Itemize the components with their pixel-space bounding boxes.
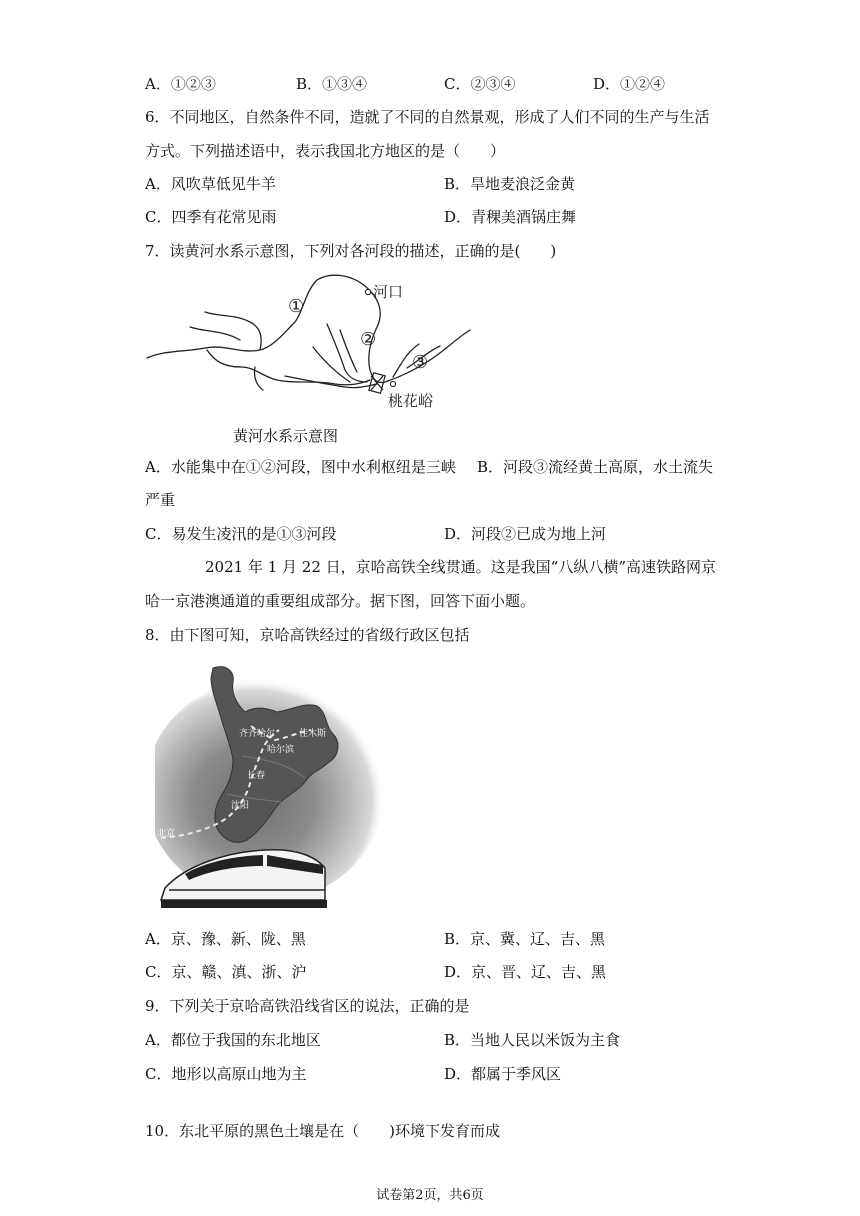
passage-line2: 哈一京港澳通道的重要组成部分。据下图，回答下面小题。 — [145, 592, 536, 610]
passage-line1: 2021 年 1 月 22 日，京哈高铁全线贯通。这是我国“八纵八横”高速铁路网京 — [205, 558, 716, 576]
q8-option-c: C．京、赣、滇、浙、沪 — [145, 963, 307, 981]
yellow-river-map — [145, 272, 485, 422]
q6-stem-line1: 6．不同地区，自然条件不同，造就了不同的自然景观，形成了人们不同的生产与生活 — [145, 108, 710, 126]
taohuayu-dot — [390, 381, 395, 386]
q9-option-d: D．都属于季风区 — [444, 1065, 562, 1083]
q6-option-b: B．旱地麦浪泛金黄 — [444, 175, 576, 193]
label-section-2: ② — [360, 329, 377, 350]
q8-option-b: B．京、冀、辽、吉、黑 — [444, 930, 606, 948]
dam-symbol — [369, 373, 385, 393]
q10-stem: 10．东北平原的黑色土壤是在（ )环境下发育而成 — [145, 1122, 500, 1140]
q9-option-a: A．都位于我国的东北地区 — [145, 1031, 321, 1049]
page-footer: 试卷第2页，共6页 — [376, 1188, 484, 1203]
q8-option-d: D．京、晋、辽、吉、黑 — [444, 963, 607, 981]
q7-option-d: D．河段②已成为地上河 — [444, 525, 607, 543]
label-section-3: ③ — [412, 352, 429, 373]
q6-option-d: D．青稞美酒锅庄舞 — [444, 208, 577, 226]
city-beijing: 北京 — [157, 829, 176, 839]
q7-option-a: A．水能集中在①②河段，图中水利枢纽是三峡 — [145, 458, 456, 476]
q5-option-c: C．②③④ — [444, 75, 516, 93]
label-hekou: 河口 — [373, 283, 404, 301]
q7-option-c: C．易发生凌汛的是①③河段 — [145, 525, 337, 543]
q6-stem-line2: 方式。下列描述语中，表示我国北方地区的是（ ） — [145, 142, 506, 160]
city-jiamusi: 佳木斯 — [299, 729, 327, 739]
q5-option-a: A．①②③ — [145, 75, 216, 93]
city-harbin: 哈尔滨 — [267, 745, 295, 755]
city-qiqihar: 齐齐哈尔 — [239, 729, 276, 739]
yellow-river-map-caption: 黄河水系示意图 — [233, 427, 339, 445]
q5-option-b: B．①③④ — [296, 75, 368, 93]
jingha-railway-map — [155, 660, 385, 910]
q9-stem: 9．下列关于京哈高铁沿线省区的说法，正确的是 — [145, 997, 470, 1015]
q9-option-b: B．当地人民以米饭为主食 — [444, 1031, 621, 1049]
q6-option-a: A．风吹草低见牛羊 — [145, 175, 276, 193]
label-section-1: ① — [288, 296, 305, 317]
label-taohuayu: 桃花峪 — [388, 392, 434, 410]
hekou-dot — [365, 289, 370, 294]
q7-option-b-line2: 严重 — [145, 491, 176, 509]
q9-option-c: C．地形以高原山地为主 — [145, 1065, 307, 1083]
q5-option-d: D．①②④ — [593, 75, 666, 93]
q8-stem: 8．由下图可知，京哈高铁经过的省级行政区包括 — [145, 626, 470, 644]
q7-option-b-line1: B．河段③流经黄土高原，水土流失 — [477, 458, 714, 476]
q8-option-a: A．京、豫、新、陇、黑 — [145, 930, 306, 948]
q6-option-c: C．四季有花常见雨 — [145, 208, 277, 226]
city-shenyang: 沈阳 — [231, 801, 250, 811]
q7-stem: 7．读黄河水系示意图，下列对各河段的描述，正确的是( ) — [145, 242, 557, 260]
city-changchun: 长春 — [247, 771, 266, 781]
